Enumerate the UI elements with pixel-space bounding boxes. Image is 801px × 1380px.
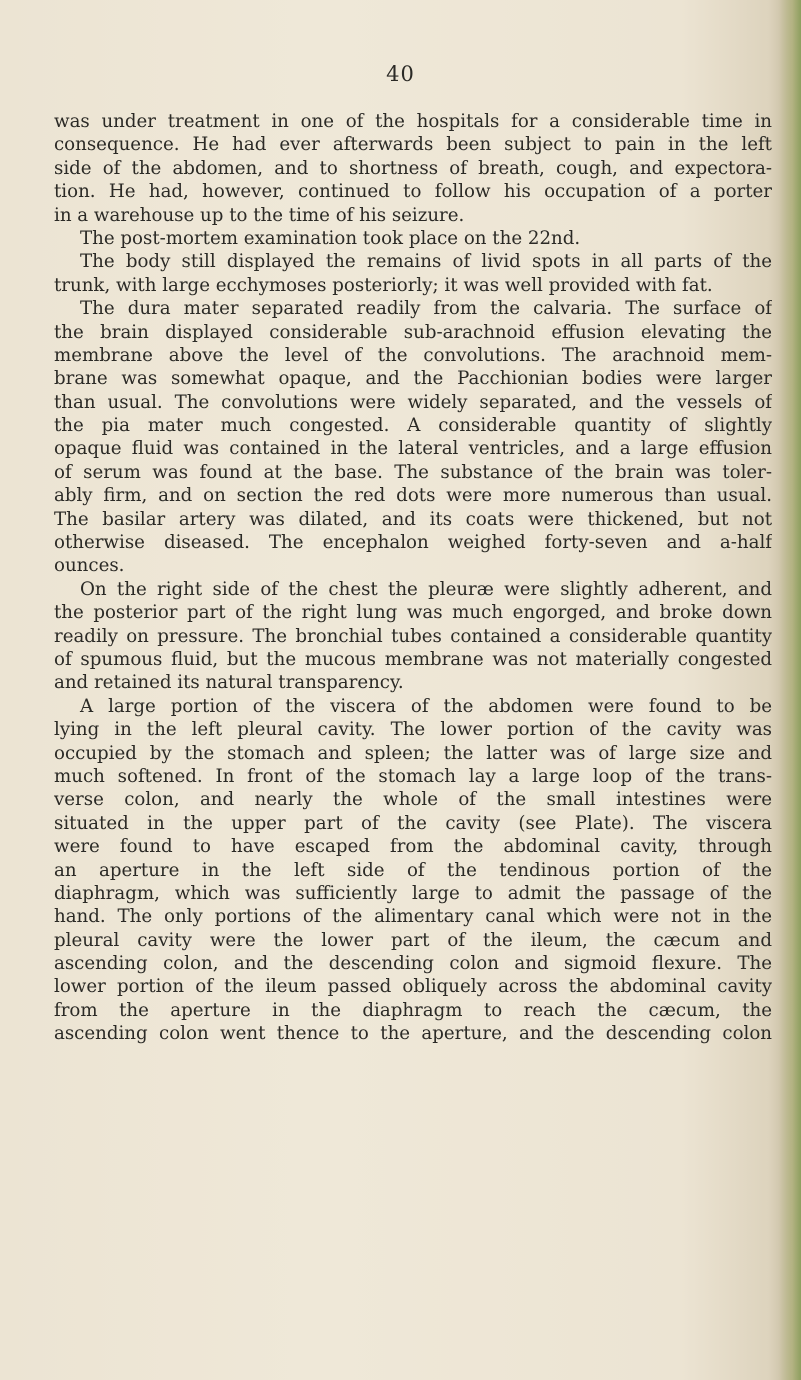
text-line: The body still displayed the remains of livid spots in all parts of the (80, 251, 772, 273)
text-line: brane was somewhat opaque, and the Pacchionian bodies were larger (54, 368, 772, 390)
text-line: was under treatment in one of the hospitals for a considerable time in (54, 111, 772, 132)
text-line: in a warehouse up to the time of his seizure. (54, 204, 465, 226)
page-number: 40 (386, 62, 415, 86)
text-line: an aperture in the left side of the tendinous portion of the (54, 859, 772, 881)
text-line: the pia mater much congested. A considerable quantity of slightly (54, 415, 772, 437)
text-line: of serum was found at the base. The substance of the brain was toler- (54, 461, 772, 483)
text-line: The dura mater separated readily from the calvaria. The surface of (80, 298, 772, 320)
text-line: pleural cavity were the lower part of the ileum, the cæcum and (54, 929, 772, 951)
text-line: tion. He had, however, continued to follow his occupation of a porter (54, 181, 772, 203)
text-line: side of the abdomen, and to shortness of breath, cough, and expectora- (54, 157, 772, 179)
text-line: hand. The only portions of the alimentary canal which were not in the (54, 906, 772, 928)
text-line: diaphragm, which was sufficiently large to admit the passage of the (54, 882, 772, 904)
text-line: ascending colon went thence to the aperture, and the descending colon (54, 1023, 772, 1045)
text-line: opaque fluid was contained in the lateral ventricles, and a large effusion (54, 438, 772, 460)
text-line: consequence. He had ever afterwards been subject to pain in the left (54, 134, 772, 156)
text-line: lower portion of the ileum passed obliquely across the abdominal cavity (54, 976, 772, 998)
text-line: On the right side of the chest the pleuræ were slightly adherent, and (80, 578, 772, 600)
text-line: occupied by the stomach and spleen; the latter was of large size and (54, 742, 772, 764)
text-line: otherwise diseased. The encephalon weighed forty-seven and a-half (54, 532, 772, 554)
text-line: the brain displayed considerable sub-arachnoid effusion elevating the (54, 321, 772, 343)
text-line: lying in the left pleural cavity. The lower portion of the cavity was (54, 719, 772, 741)
text-line: verse colon, and nearly the whole of the small intestines were (54, 789, 772, 811)
text-line: from the aperture in the diaphragm to reach the cæcum, the (54, 999, 772, 1021)
text-line: of spumous fluid, but the mucous membrane was not materially congested (54, 648, 772, 670)
text-line: membrane above the level of the convolutions. The arachnoid mem- (54, 344, 772, 366)
text-line: the posterior part of the right lung was much engorged, and broke down (54, 602, 772, 624)
text-line: ably firm, and on section the red dots were more numerous than usual. (54, 485, 772, 507)
text-line: trunk, with large ecchymoses posteriorly; it was well provided with fat. (54, 274, 713, 296)
body-text (54, 110, 772, 1046)
text-line: ounces. (54, 555, 125, 577)
text-line: and retained its natural transparency. (54, 672, 404, 694)
text-line: readily on pressure. The bronchial tubes contained a considerable quantity (54, 625, 772, 647)
text-line: were found to have escaped from the abdominal cavity, through (54, 836, 772, 858)
text-line: The basilar artery was dilated, and its coats were thickened, but not (54, 508, 772, 530)
text-line: A large portion of the viscera of the abdomen were found to be (80, 695, 772, 717)
text-line: than usual. The convolutions were widely separated, and the vessels of (54, 391, 772, 413)
page-edge-shading (779, 0, 801, 1380)
text-line: much softened. In front of the stomach lay a large loop of the trans- (54, 765, 772, 787)
text-line: situated in the upper part of the cavity (see Plate). The viscera (54, 812, 772, 834)
text-line: ascending colon, and the descending colon and sigmoid flexure. The (54, 953, 772, 975)
text-line: The post-mortem examination took place on the 22nd. (80, 227, 581, 249)
